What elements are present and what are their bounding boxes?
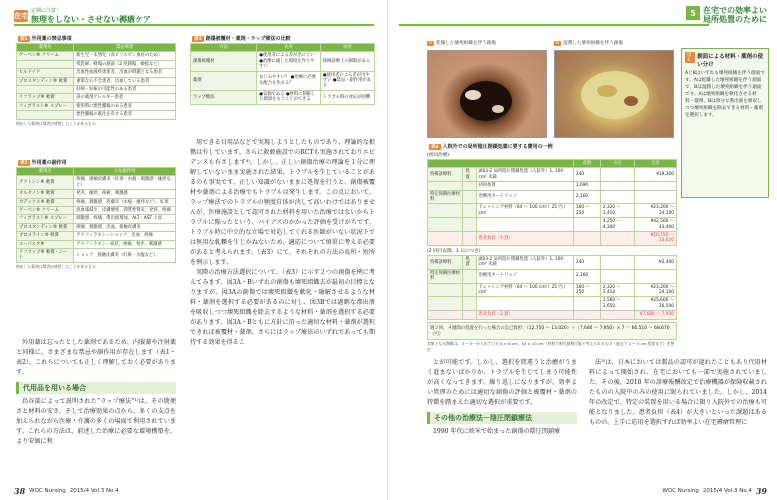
table-cell [463,297,476,311]
paragraph: 用できる目用品などで実現しようとしたものであり、理論的な根拠は有しています。さらに救敢施設でのRCTも実施されておりエビデンスも有さします⁴⁾。しかし、正しい創傷治療の理論を１分に理解していないまま実施された結果、トラブルを生じていることがあるのも事実です。正しい知識がないままに処置を行うと、創傷被覆材や薬剤による治療でもトラブルは発生します。この点において、ラップ療法でのトラブルの頻度自体が決して高いわけではありませんが、医療施設として認可された材料を用いた治療ではないからトラブルに陥ったという、バイアスのかかった評価を受けがちです。トラブル時に中立的な立場で対応してくれる医師がいない状況下では無用な軋轢を生じかねないため、適応について慎重に考える必要があると考えられます。（表3）にて、それぞれの方法の長所・短所を例示します。 [190,139,375,266]
table-cell: ブロメライン® 軟膏 [17,232,74,240]
table-cell: 2,160 [573,269,600,283]
table-tag: 表1 [20,36,28,42]
table-cell: 薬剤 [191,71,257,90]
table-note: 病出した薬剤は筆者が使用したことがあるもの [16,263,96,269]
section-heading: その他の治療法－陰圧閉鎖療法 [427,412,577,424]
table-caption: 外用薬の禁忌事項 [31,36,72,42]
table-sub-heading: (初回治療) [427,153,449,158]
table-cell [463,232,476,246]
header-sub: 定期に注意！ [31,8,62,14]
table-cell: J003-2 局所陰圧閉鎖処置（入院外）1, 100 cm² 未満 [476,168,573,182]
th: 薬剤名 [17,44,74,52]
table-tag: 表3 [194,36,202,42]
table-caption: 外用薬の副作用 [31,160,67,166]
paragraph: 鳥谷部によって説明された“ラップ療法”¹⁾は、その簡便さと材料の安さ、そして治療効果の点から、多くの支点を加えられながら医療・介護の多くの場面で利用されています。これらの方法は、前述した治療に必要な環境構築を、より安価に利 [16,398,176,445]
section-number: 5 [686,6,700,20]
table-cell: ゲーベン® クリーム [17,207,74,215]
table-cell [428,218,463,232]
header-right [686,6,767,24]
table-cell: 治療用カートリッジ [476,190,573,204]
table-cell: ドレッシング材料（64 ～ 100 cm²）25 円 / cm² [476,283,573,297]
table-cell: 2,560 ～ 2,650 [600,297,634,311]
caption-text: 湿潤した壊死組織を伴う創傷 [563,41,623,46]
table-cell [17,111,74,119]
left-col-2 [190,138,375,483]
header-rule [399,24,709,26]
table-row [17,69,176,77]
table-row [17,249,176,263]
th: 小計 [600,160,634,168]
table-cell: 発赤、瘙痒、疼痛、刺激感 [74,190,176,198]
th: 点数 [573,160,600,168]
table-cell: 刺激感、疼痛、滲出液増加、ALT・AST 上昇 [74,215,176,223]
table-cell: ¥23,200 ～ 24,100 [634,204,676,218]
table-4-grid-later [427,255,677,320]
table-tag: 表4 [431,144,439,150]
table-cell: 患者負担（3 割） [476,232,573,246]
th: 短所 [320,44,374,52]
table-cell: カデックス® 軟膏 [17,198,74,206]
table-row [17,190,176,198]
header-rule [14,24,374,26]
table-cell [17,60,74,68]
table-cell: 患者負担（3 割） [476,311,573,319]
table-cell: 重篤な心不全患者、出血している患者 [74,77,176,85]
table-cell [634,190,676,204]
wound-photo-a [427,50,547,138]
table-row [17,52,176,60]
right-col-2 [589,358,767,486]
photo-b-caption [554,40,623,46]
table-cell: 疼痛、刺激感、皮膚炎（水疱・瘙痒など）、紅斑 [74,198,176,206]
table-1 [16,34,176,127]
table-row [191,90,375,104]
table-cell [428,297,463,311]
left-page [0,0,388,500]
table-cell [634,182,676,190]
table-cell: ヒルドイド [17,69,74,77]
table-cell: ラップ療法 [191,90,257,104]
table-total: 週２回、４週間の処置を行った場合の自己負担：（12,750 ～ 13,020）＋（7,680 ～ 7,950）× 7 ＝ 66,510 ～ 68,670（円） [427,322,677,340]
th: 合計 [634,160,676,168]
table-cell: 出血性血液疾患患者、出血が問題となる患者 [74,69,176,77]
table-cell [600,182,634,190]
paragraph: 外用薬は忘ったとした薬剤であるため、内服薬や注射薬と同様に、さまざまな禁忌や副作用が存在します（表1・表2）。これらについても正しく理解しておく必要があります。 [16,339,176,376]
table-cell: アクトシン® 軟膏 [17,176,74,190]
table-row [17,232,176,240]
table-cell: 特掲診療料 [428,168,463,182]
table-2-grid [16,167,176,263]
table-cell [463,190,476,204]
table-cell: 処置 [463,168,476,182]
table-cell: ドレッシング材料（64 ～ 100 cm²）25 円 / cm² [476,204,573,218]
figure-text: AとBはいずれも壊死組織を伴う創面です。Aは乾燥した壊死組織を伴う創面で、Bは湿潤した壊死組織を伴う創面です。Aは壊死組織を軟化させる材料・薬剤、Bは余分な滲出液を吸収しつつ壊死組織を除去できる材料・薬剤を選択します。 [685,71,765,118]
footer-right [662,486,767,496]
table-cell [463,204,476,218]
photo-tag: B [556,40,560,46]
journal-volume: 2015/4 Vol.3 No.4 [702,488,752,494]
table-cell [463,182,476,190]
table-cell: ¥2,400 [634,255,676,269]
table-cell: フィブラスト® スプレー [17,102,74,110]
table-cell [463,311,476,319]
table-cell [428,232,463,246]
wound-photo-b [554,50,674,138]
table-row [428,255,677,269]
table-1-grid [16,43,176,120]
header-title-1: 在宅での効率よい [703,6,767,15]
table-row [17,86,176,94]
table-row [17,223,176,231]
table-cell: 授乳婦、軽傷の創面（2 度熱傷、瘢痕など） [74,60,176,68]
table-cell: 2,320 ～ 2,410 [600,283,634,297]
right-col-1 [427,358,577,486]
table-cell: 疼痛、接触皮膚炎（紅斑・水疱・刺激感・瘙痒など） [74,176,176,190]
journal-name: WOC Nursing [662,488,699,494]
table-cell: 悪性腫瘍の既往を有する患者 [74,111,176,119]
table-cell: 使用時に悪性腫瘍のある患者 [74,102,176,110]
table-cell [573,311,600,319]
table-cell: ゲーベン® クリーム [17,52,74,60]
table-row [17,94,176,102]
table-cell: 特掲診療料 [428,255,463,269]
table-cell: 保険診療上の制限がある [320,52,374,71]
th: 禁忌事項 [74,44,176,52]
table-cell: 汎血球減少、皮膚壊死、間質性腎炎、発疹、疼痛 [74,207,176,215]
table-row [428,311,677,319]
paragraph: とが可能です。しかし、選択を間違うと治癒がうまく進まないばかりか、トラブルを生じてしまう可能性が高くなってきます。繰り返しになりますが、効率よい管理のためには適切な創傷の評価と被覆材・薬剤の特徴を踏まえた適切な選択が重要です。 [427,359,577,406]
table-4 [427,142,677,353]
table-cell: ¥42,500 ～ 43,400 [634,218,676,232]
left-col-1 [16,338,176,488]
table-cell [573,297,600,311]
table-cell: 治療用カートリッジ [476,269,573,283]
header-title-2: 局所処置のために [703,15,767,24]
wound-b-illustration [555,51,674,138]
caption-text: 乾燥した壊死組織を伴う創傷 [436,41,496,46]
journal-name: WOC Nursing [29,488,66,494]
table-cell [428,311,463,319]
table-cell [600,269,634,283]
table-row [17,111,176,119]
th: 長所 [257,44,321,52]
table-cell: 160 ～ 250 [573,283,600,297]
paragraph: 1990 年代に欧米で始まった創傷の陰圧閉鎖療 [433,428,561,435]
table-row [191,71,375,90]
th: 方法 [191,44,257,52]
table-cell: 誤の薬剤アレルギー患者 [74,94,176,102]
table-cell: 疼痛、刺激感、出血、接触皮膚炎 [74,223,176,231]
table-cell: 240 [573,168,600,182]
table-3 [190,34,375,105]
table-cell: なじみやすい？ ●治療に必要な配合を作れる？ [257,71,321,90]
table-cell: J003-2 局所陰圧閉鎖処置（入院外）1, 100 cm² 未満 [476,255,573,269]
table-cell: 2,160 [573,190,600,204]
table-cell [463,269,476,283]
table-note: 病出した薬剤は筆者が使用したことがあるもの [16,120,96,126]
table-cell [428,182,463,190]
table-cell [17,86,74,94]
table-cell [573,232,600,246]
table-cell: 処置 [463,255,476,269]
table-row [428,218,677,232]
table-row [17,240,176,248]
table-row [428,269,677,283]
table-caption: 創傷被覆材・薬剤・ラップ療法の比較 [205,36,291,42]
table-cell: 新生児・未熟児（高ビリルビン血症のため） [74,52,176,60]
table-cell: ¥23,200 ～ 24,100 [634,283,676,297]
table-sub-heading: (2 回目以降、1 日につき) [427,248,481,254]
table-row [428,190,677,204]
photo-tag: A [429,40,433,46]
table-note: 対象となる創傷は、メーカーから出ている 8 × 8 cm、10 × 10 cm（材料で割引価格可能と考えられるもの（過去で 4 ～ 5 cm 程度まで）を想定 [427,340,675,352]
table-cell: リフラップ® 軟膏 [17,94,74,102]
wound-a-illustration [428,51,547,138]
paragraph: 実際の治療方法選択について、（表3）に示す２つの創傷を例に考えてみます。図3A・Bいずれの創傷も壊死組織去が最初の目標となりますが、図3Aの創傷では壊死組織を軟化・融解させるような材料・薬剤を選択する必要があるのに対し、図3Bでは過剰な滲出液を吸収しつつ壊死組織を除去するような材料・薬剤を選択する必要があります。図3A・Bともに方針に沿った適切な材料・薬剤が選択できれば被覆材・薬剤、さらにはラップ療法のいずれであっても期待する効果を得るこ [190,269,375,346]
table-cell: 160 ～ 250 [573,204,600,218]
table-row [17,198,176,206]
table-cell [600,168,634,182]
table-cell: アナフィラキシー症状、疼痛、発赤、刺激感 [74,240,176,248]
table-2 [16,158,176,270]
table-cell: 初回加算 [476,182,573,190]
table-cell: ●安価である ●材料に制限した環境をもうことがてきる [257,90,321,104]
table-caption: 入院外での局所陰圧閉鎖処置に要する費用の一例 [442,144,553,150]
table-cell [600,190,634,204]
table-row [17,215,176,223]
table-row [428,232,677,246]
table-cell: 4,250 ～ 4,340 [600,218,634,232]
table-row [428,168,677,182]
table-row [428,297,677,311]
table-cell: ●使用者による差が出にくい ●治療に適した環境を作りやすい [257,52,321,71]
th: 薬剤名 [17,168,74,176]
table-row [17,77,176,85]
section-heading: 代用品を用いる場合 [16,382,176,394]
table-row [17,207,176,215]
right-page [389,0,777,500]
table-cell [463,283,476,297]
table-cell: オルセノン® 軟膏 [17,190,74,198]
table-cell [600,232,634,246]
table-row [17,102,176,110]
table-cell: ●使用者による差が出やすい ●禁忌・副作用がある [320,71,374,90]
header-left [14,7,151,25]
table-tag: 表2 [20,160,28,166]
page-number: 38 [14,486,26,496]
table-cell [463,218,476,232]
table-cell: リフラップ® 軟膏・シート [17,249,74,263]
table-row [428,204,677,218]
table-cell: アナフィラキシーショック、出血、疼痛 [74,232,176,240]
table-cell [476,297,573,311]
table-row [191,52,375,71]
table-cell [600,255,634,269]
photo-a-caption [427,40,496,46]
table-row [17,176,176,190]
table-cell: ユーパスタ® [17,240,74,248]
table-4-grid-first [427,159,677,246]
table-3-grid [190,43,375,105]
figure-title: 創面による材料・薬剤の使い分け [697,54,764,68]
footer-left [14,486,119,496]
table-cell: ¥19,300 [634,168,676,182]
th [428,160,574,168]
table-cell: 妊婦・妊娠の可能性のある患者 [74,86,176,94]
table-cell [600,311,634,319]
table-cell: 240 [573,255,600,269]
th: 主な副作用 [74,168,176,176]
table-row [17,60,176,68]
table-cell: 1,690 [573,182,600,190]
header-mark: 在宅 [14,12,28,20]
table-cell: プロスタンディン® 軟膏 [17,223,74,231]
table-cell [428,283,463,297]
journal-volume: 2015/4 Vol.3 No.4 [69,488,119,494]
table-cell: トラブル時の対応が困難 [320,90,374,104]
table-cell: 特定保険医療材料 [428,190,463,204]
table-cell: ¥10,750 ～ 13,020 [634,232,676,246]
figure-tag: 図3 [685,52,695,63]
table-cell: 特定保険医療材料 [428,269,463,283]
table-cell [428,204,463,218]
table-cell: プロスタンディン® 軟膏 [17,77,74,85]
table-cell: フィブラスト® スプレー [17,215,74,223]
paragraph: 法⁵⁾は、日本においては製品の認可が遅れたこともあり代用材料によって開始され、在宅においても一部で実施されていました。その後、2010 年の診療報酬改定で治療機器が保険収載されたものの入院中のみの使用に限られていました。しかし、2014 年の改定で、特定の装置を用いる場合に限り入院外での治療も可能となりました。患者負担（表4）が大きいといった課題はあるものの、上手に応用を選択すれば効率よい在宅褥瘡管理に [589,359,767,426]
table-cell: ¥7,680 ～ 7,950 [634,311,676,319]
header-title: 無理をしない・させない褥瘡ケア [31,15,151,24]
table-cell: ショック、接触皮膚炎（紅斑・水疱など） [74,249,176,263]
page-number: 39 [755,486,767,496]
table-cell [634,269,676,283]
figure-3-box [681,48,769,198]
table-cell: 創傷被覆材 [191,52,257,71]
table-cell [573,218,600,232]
table-cell [476,218,573,232]
table-cell: 2,320 ～ 2,410 [600,204,634,218]
table-row [428,182,677,190]
table-row [428,283,677,297]
table-cell: ¥25,600 ～ 26,500 [634,297,676,311]
